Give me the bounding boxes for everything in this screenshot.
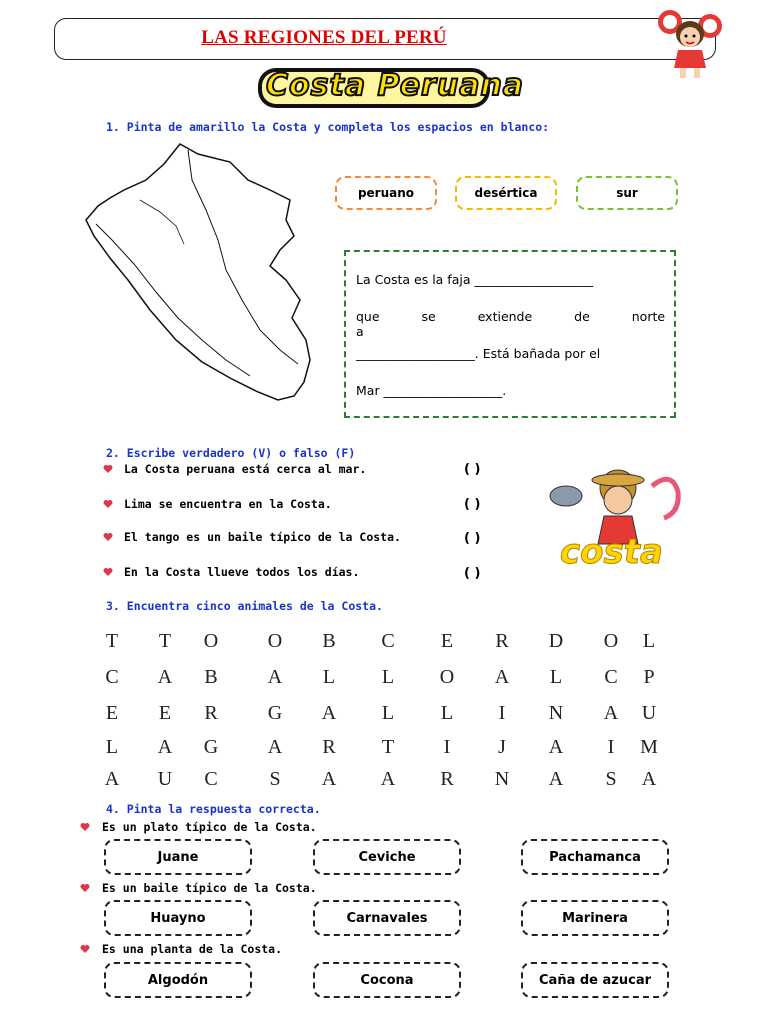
grid-cell[interactable]: L bbox=[322, 666, 336, 688]
answer-paren-4[interactable]: ( ) bbox=[464, 566, 481, 581]
option-desertica[interactable]: desértica bbox=[455, 176, 557, 210]
heart-bullet-icon bbox=[103, 464, 113, 474]
costa-word-art: costa bbox=[560, 532, 663, 572]
grid-cell[interactable]: J bbox=[498, 736, 506, 758]
grid-cell[interactable]: A bbox=[267, 736, 283, 758]
page-title: LAS REGIONES DEL PERÚ bbox=[201, 27, 447, 48]
grid-cell[interactable]: O bbox=[203, 630, 219, 652]
costa-peruana-logo bbox=[256, 66, 534, 105]
grid-cell[interactable]: A bbox=[603, 702, 619, 724]
statement-2: Lima se encuentra en la Costa. bbox=[124, 497, 332, 511]
statement-3: El tango es un baile típico de la Costa. bbox=[124, 530, 401, 544]
prompt-planta: Es una planta de la Costa. bbox=[102, 942, 283, 956]
heart-bullet-icon bbox=[103, 532, 113, 542]
grid-cell[interactable]: N bbox=[494, 768, 510, 790]
answer-cocona[interactable]: Cocona bbox=[313, 962, 461, 998]
grid-cell[interactable]: U bbox=[157, 768, 173, 790]
grid-cell[interactable]: T bbox=[381, 736, 395, 758]
grid-cell[interactable]: T bbox=[105, 630, 119, 652]
question-1-title: 1. Pinta de amarillo la Costa y completa los espacios en blanco: bbox=[106, 120, 550, 134]
grid-cell[interactable]: A bbox=[157, 666, 173, 688]
grid-cell[interactable]: S bbox=[269, 768, 281, 790]
prompt-plato: Es un plato típico de la Costa. bbox=[102, 820, 317, 834]
grid-cell[interactable]: I bbox=[607, 736, 615, 758]
grid-cell[interactable]: G bbox=[203, 736, 219, 758]
grid-cell[interactable]: A bbox=[267, 666, 283, 688]
answer-paren-1[interactable]: ( ) bbox=[464, 462, 481, 477]
answer-paren-2[interactable]: ( ) bbox=[464, 497, 481, 512]
answer-huayno[interactable]: Huayno bbox=[104, 900, 252, 936]
grid-cell[interactable]: A bbox=[157, 736, 173, 758]
grid-cell[interactable]: L bbox=[381, 702, 395, 724]
logo-text: Costa Peruana bbox=[266, 68, 525, 103]
grid-cell[interactable]: P bbox=[643, 666, 655, 688]
statement-4: En la Costa llueve todos los días. bbox=[124, 565, 360, 579]
grid-cell[interactable]: R bbox=[322, 736, 336, 758]
answer-paren-3[interactable]: ( ) bbox=[464, 531, 481, 546]
heart-bullet-icon bbox=[103, 499, 113, 509]
question-2-title: 2. Escribe verdadero (V) o falso (F) bbox=[106, 446, 356, 460]
grid-cell[interactable]: R bbox=[495, 630, 509, 652]
grid-cell[interactable]: C bbox=[204, 768, 218, 790]
grid-cell[interactable]: A bbox=[321, 702, 337, 724]
grid-cell[interactable]: O bbox=[267, 630, 283, 652]
fill-line-4[interactable]: Mar ___________________. bbox=[356, 383, 507, 398]
grid-cell[interactable]: E bbox=[440, 630, 454, 652]
heart-bullet-icon bbox=[103, 567, 113, 577]
grid-cell[interactable]: B bbox=[204, 666, 218, 688]
answer-marinera[interactable]: Marinera bbox=[521, 900, 669, 936]
grid-cell[interactable]: A bbox=[548, 768, 564, 790]
grid-cell[interactable]: L bbox=[642, 630, 656, 652]
grid-cell[interactable]: A bbox=[641, 768, 657, 790]
grid-cell[interactable]: L bbox=[381, 666, 395, 688]
grid-cell[interactable]: A bbox=[380, 768, 396, 790]
heart-bullet-icon bbox=[80, 883, 90, 893]
fill-line-3[interactable]: ___________________. Está bañada por el bbox=[356, 346, 601, 361]
grid-cell[interactable]: L bbox=[549, 666, 563, 688]
heart-bullet-icon bbox=[80, 822, 90, 832]
option-peruano[interactable]: peruano bbox=[335, 176, 437, 210]
question-4-title: 4. Pinta la respuesta correcta. bbox=[106, 802, 321, 816]
grid-cell[interactable]: I bbox=[443, 736, 451, 758]
answer-juane[interactable]: Juane bbox=[104, 839, 252, 875]
grid-cell[interactable]: B bbox=[322, 630, 336, 652]
answer-cana-de-azucar[interactable]: Caña de azucar bbox=[521, 962, 669, 998]
grid-cell[interactable]: L bbox=[105, 736, 119, 758]
grid-cell[interactable]: C bbox=[381, 630, 395, 652]
grid-cell[interactable]: S bbox=[605, 768, 617, 790]
option-sur[interactable]: sur bbox=[576, 176, 678, 210]
grid-cell[interactable]: G bbox=[267, 702, 283, 724]
grid-cell[interactable]: A bbox=[104, 768, 120, 790]
grid-cell[interactable]: A bbox=[321, 768, 337, 790]
grid-cell[interactable]: T bbox=[158, 630, 172, 652]
fill-line-1[interactable]: La Costa es la faja ___________________ bbox=[356, 272, 594, 287]
grid-cell[interactable]: L bbox=[440, 702, 454, 724]
grid-cell[interactable]: R bbox=[440, 768, 454, 790]
peru-map-outline[interactable] bbox=[80, 140, 320, 420]
grid-cell[interactable]: U bbox=[641, 702, 657, 724]
fill-in-text-box bbox=[344, 250, 676, 418]
answer-pachamanca[interactable]: Pachamanca bbox=[521, 839, 669, 875]
grid-cell[interactable]: O bbox=[439, 666, 455, 688]
grid-cell[interactable]: N bbox=[548, 702, 564, 724]
grid-cell[interactable]: I bbox=[498, 702, 506, 724]
prompt-baile: Es un baile típico de la Costa. bbox=[102, 881, 317, 895]
grid-cell[interactable]: A bbox=[494, 666, 510, 688]
answer-carnavales[interactable]: Carnavales bbox=[313, 900, 461, 936]
grid-cell[interactable]: R bbox=[204, 702, 218, 724]
grid-cell[interactable]: M bbox=[640, 736, 658, 758]
fill-line-2: que se extiende de norte a bbox=[356, 309, 666, 339]
answer-ceviche[interactable]: Ceviche bbox=[313, 839, 461, 875]
grid-cell[interactable]: C bbox=[105, 666, 119, 688]
heart-bullet-icon bbox=[80, 944, 90, 954]
answer-algodon[interactable]: Algodón bbox=[104, 962, 252, 998]
grid-cell[interactable]: C bbox=[604, 666, 618, 688]
grid-cell[interactable]: A bbox=[548, 736, 564, 758]
statement-1: La Costa peruana está cerca al mar. bbox=[124, 462, 367, 476]
grid-cell[interactable]: E bbox=[105, 702, 119, 724]
question-3-title: 3. Encuentra cinco animales de la Costa. bbox=[106, 599, 383, 613]
grid-cell[interactable]: E bbox=[158, 702, 172, 724]
cheerleader-girl-illustration bbox=[652, 4, 728, 82]
grid-cell[interactable]: O bbox=[603, 630, 619, 652]
grid-cell[interactable]: D bbox=[548, 630, 564, 652]
